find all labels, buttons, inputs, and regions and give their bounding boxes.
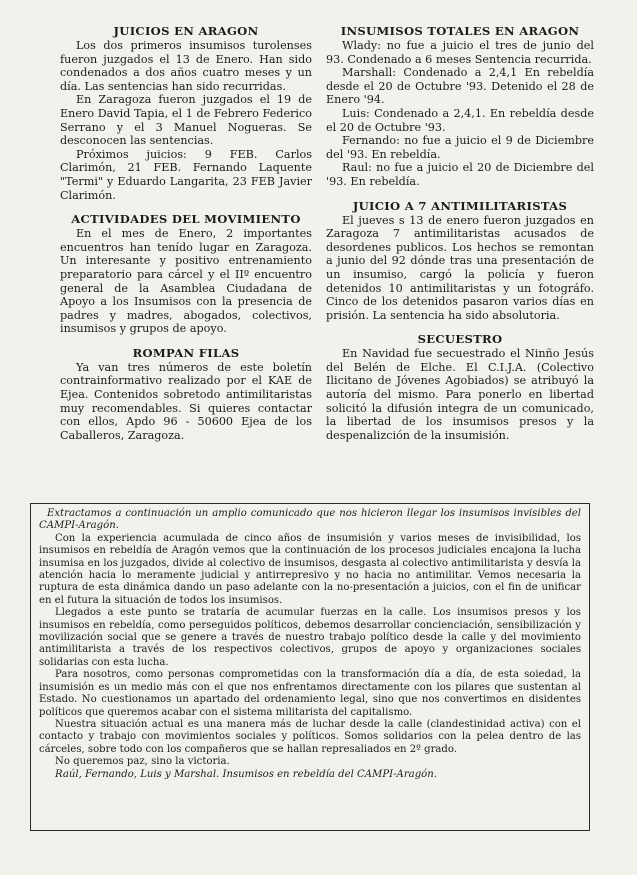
communique-box: [30, 503, 590, 831]
section-actividades: [60, 212, 312, 336]
section-secuestro: [326, 332, 594, 442]
section-title: INSUMISOS TOTALES EN ARAGON: [340, 24, 580, 38]
section-insumisos-totales: [326, 24, 594, 189]
section-title: JUICIOS EN ARAGON: [113, 24, 259, 38]
right-column: [326, 24, 594, 452]
paragraph: Para nosotros, como personas comprometidas con la transformación día a día, de esta soiedad, la insumisión es un medio más con el que nos enfrentamos directamente con los pilares que sustentan al Estado. No cuestionamos un apartado del ordenamiento legal, sino que nos convertimos en disidentes políticos que queremos acabar con el sistema militarista del capitalismo.: [39, 669, 581, 718]
section-juicio-7-antimilitaristas: [326, 199, 594, 323]
paragraph: No queremos paz, sino la victoria.: [55, 756, 230, 768]
paragraph: Los dos primeros insumisos turolenses fueron juzgados el 13 de Enero. Han sido condenados a dos años cuatro meses y un día. Las sentencias han sido recurridas.: [60, 39, 312, 93]
paragraph: Próximos juicios: 9 FEB. Carlos Clarimón, 21 FEB. Fernando Laquente "Termi" y Eduardo Langarita, 23 FEB Javier Clarimón.: [60, 147, 312, 202]
paragraph: Luis: Condenado a 2,4,1. En rebeldía desde el 20 de Octubre '93.: [326, 106, 594, 134]
section-title: SECUESTRO: [417, 332, 503, 347]
section-juicios-en-aragon: [60, 24, 312, 202]
paragraph: Ya van tres números de este boletín contrainformativo realizado por el KAE de Ejea. Contenidos sobretodo antimilitaristas muy recomendables. Si quieres contactar con ellos, Apdo 96 - 50600 Ejea de los Caballeros, Zaragoza.: [60, 360, 312, 442]
section-title: JUICIO A 7 ANTIMILITARISTAS: [352, 198, 568, 213]
paragraph: En Navidad fue secuestrado el Ninño Jesús del Belén de Elche. El C.I.J.A. (Colectivo Ilicitano de Jóvenes Agobiados) se atribuyó la autoría del mismo. Para ponerlo en libertad solicitó la difusión integra de un comunicado, la libertad de los insumisos presos y la despenalizción de la insumisión.: [326, 347, 594, 442]
paragraph: Fernando: no fue a juicio el 9 de Diciembre del '93. En rebeldía.: [326, 134, 594, 161]
section-title: ROMPAN FILAS: [132, 345, 240, 360]
paragraph: Marshall: Condenado a 2,4,1 En rebeldía desde el 20 de Octubre '93. Detenido el 28 de Enero '94.: [326, 66, 594, 107]
paragraph: El jueves s 13 de enero fueron juzgados en Zaragoza 7 antimilitaristas acusados de desordenes publicos. Los hechos se remontan a junio del 92 dónde tras una presentación de un insumiso, cargó la policía y fueron detenidos 10 antimilitaristas y un fotográfo. Cinco de los detenidos pasaron varios días en prisión. La sentencia ha sido absolutoria.: [326, 213, 594, 322]
left-column: [60, 24, 312, 452]
paragraph: Llegados a este punto se trataría de acumular fuerzas en la calle. Los insumisos presos y los insumisos en rebeldía, como perseguidos políticos, debemos desarrollar concienciación, sensibilización y movilización social que se genere a través de nuestro trabajo político desde la calle y del movimiento antimilitarista a través de los respectivos colectivos, grupos de apoyo y organizaciones sociales solidarias con esta lucha.: [39, 607, 581, 668]
paragraph: En Zaragoza fueron juzgados el 19 de Enero David Tapia, el 1 de Febrero Federico Serrano y el 3 Manuel Nogueras. Se desconocen las sentencias.: [60, 93, 312, 148]
paragraph: Con la experiencia acumulada de cinco años de insumisión y varios meses de invisibilidad, los insumisos en rebeldía de Aragón vemos que la continuación de los procesos judiciales encajona la lucha insumisa en los juzgados, divide al colectivo de insumisos, desgasta al colectivo antimilitarista y desvía la atención hacia lo meramente judicial y antirrepresivo y no hacia no antimilitar. Vemos necesaria la ruptura de esta dinámica dando un paso adelante con la no-presentación a juicios, con el fin de unificar en el futura la situación de todos los insumisos.: [39, 532, 581, 606]
paragraph: Wlady: no fue a juicio el tres de junio del 93. Condenado a 6 meses Sentencia recurrida.: [326, 39, 594, 66]
box-signature: Raúl, Fernando, Luis y Marshal. Insumisos en rebeldía del CAMPI-Aragón.: [55, 768, 437, 780]
section-rompan-filas: [60, 346, 312, 443]
paragraph: Raul: no fue a juicio el 20 de Diciembre del '93. En rebeldía.: [326, 161, 594, 188]
paragraph: En el mes de Enero, 2 importantes encuentros han tenído lugar en Zaragoza. Un interesante y positivo entrenamiento preparatorio para cárcel y el IIº encuentro general de la Asamblea Ciudadana de Apoyo a los Insumisos con la presencia de padres y madres, abogados, colectivos, insumisos y grupos de apoyo.: [60, 227, 312, 336]
section-title: ACTIVIDADES DEL MOVIMIENTO: [71, 212, 301, 227]
paragraph: Nuestra situación actual es una manera más de luchar desde la calle (clandestinidad activa) con el contacto y trabajo con movimientos sociales y políticos. Somos solidarios con la pelea dentro de las cárceles, sobre todo con los compañeros que se hallan represaliados en 2º grado.: [39, 718, 581, 755]
box-intro: Extractamos a continuación un amplio comunicado que nos hicieron llegar los insumisos invisibles del CAMPI-Aragón.: [39, 508, 581, 532]
